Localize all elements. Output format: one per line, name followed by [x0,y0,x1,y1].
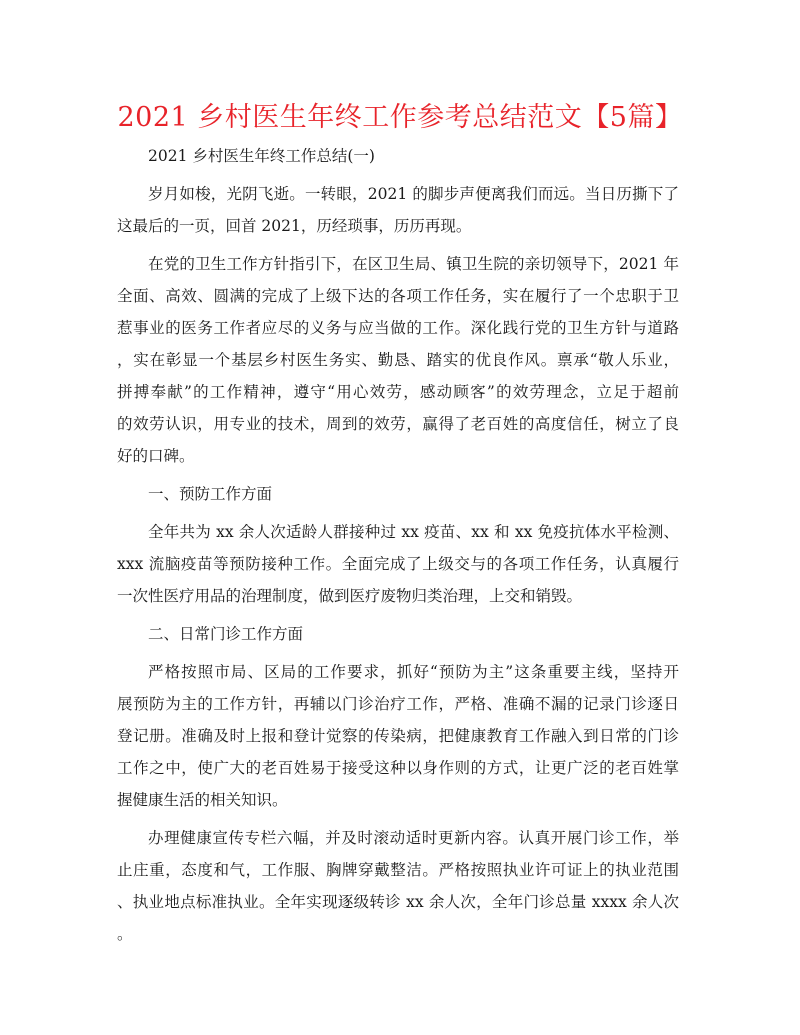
paragraph-line: 展预防为主的工作方针，再辅以门诊治疗工作，严格、准确不漏的记录门诊逐日 [117,695,679,713]
paragraph-1 [117,178,679,242]
paragraph-line: 这最后的一页，回首 2021，历经琐事，历历再现。 [117,217,472,235]
paragraph-5 [117,822,679,950]
paragraph-line: 岁月如梭，光阴飞逝。一转眼，2021 的脚步声便离我们而远。当日历撕下了 [148,185,679,203]
paragraph-line: 办理健康宣传专栏六幅，并及时滚动适时更新内容。认真开展门诊工作，举 [148,829,679,847]
paragraph-line: 握健康生活的相关知识。 [117,791,288,809]
paragraph-line: 好的口碑。 [117,447,195,465]
paragraph-line: 。 [117,925,133,943]
paragraph-line: 、执业地点标准执业。全年实现逐级转诊 xx 余人次，全年门诊总量 xxxx 余人次 [117,893,679,911]
section-subtitle: 2021 乡村医生年终工作总结(一) [148,147,375,165]
paragraph-line: 惹事业的医务工作者应尽的义务与应当做的工作。深化践行党的卫生方针与道路 [117,319,679,337]
section-heading: 二、日常门诊工作方面 [148,625,304,643]
paragraph-line: 止庄重，态度和气，工作服、胸牌穿戴整洁。严格按照执业许可证上的执业范围 [117,861,679,879]
paragraph-line: 的效劳认识，用专业的技术，周到的效劳，赢得了老百姓的高度信任，树立了良 [117,415,679,433]
paragraph-line: 全年共为 xx 余人次适龄人群接种过 xx 疫苗、xx 和 xx 免疫抗体水平检测、 [148,523,679,541]
paragraph-line: 登记册。准确及时上报和登计觉察的传染病，把健康教育工作融入到日常的门诊 [117,727,679,745]
paragraph-line: 工作之中，使广大的老百姓易于接受这种以身作则的方式，让更广泛的老百姓掌 [117,759,679,777]
paragraph-line: 拼搏奉献”的工作精神，遵守“用心效劳，感动顾客”的效劳理念，立足于超前 [117,383,679,401]
paragraph-4 [117,656,679,816]
paragraph-line: 一次性医疗用品的治理制度，做到医疗废物归类治理，上交和销毁。 [117,587,583,605]
paragraph-2 [117,248,679,472]
paragraph-line: 严格按照市局、区局的工作要求，抓好“预防为主”这条重要主线，坚持开 [148,663,679,681]
section-heading-outpatient [117,618,679,650]
section-heading-prevention [117,478,679,510]
paragraph-line: 全面、高效、圆满的完成了上级下达的各项工作任务，实在履行了一个忠职于卫 [117,287,679,305]
paragraph-line: xxx 流脑疫苗等预防接种工作。全面完成了上级交与的各项工作任务，认真履行 [117,555,679,573]
document-body [117,140,679,956]
paragraph-line: 在党的卫生工作方针指引下，在区卫生局、镇卫生院的亲切领导下，2021 年 [148,255,679,273]
section-heading: 一、预防工作方面 [148,485,273,503]
paragraph-line: ，实在彰显一个基层乡村医生务实、勤恳、踏实的优良作风。禀承“敬人乐业， [117,351,679,369]
paragraph-3 [117,516,679,612]
document-title: 2021 乡村医生年终工作参考总结范文【5篇】 [117,102,683,133]
